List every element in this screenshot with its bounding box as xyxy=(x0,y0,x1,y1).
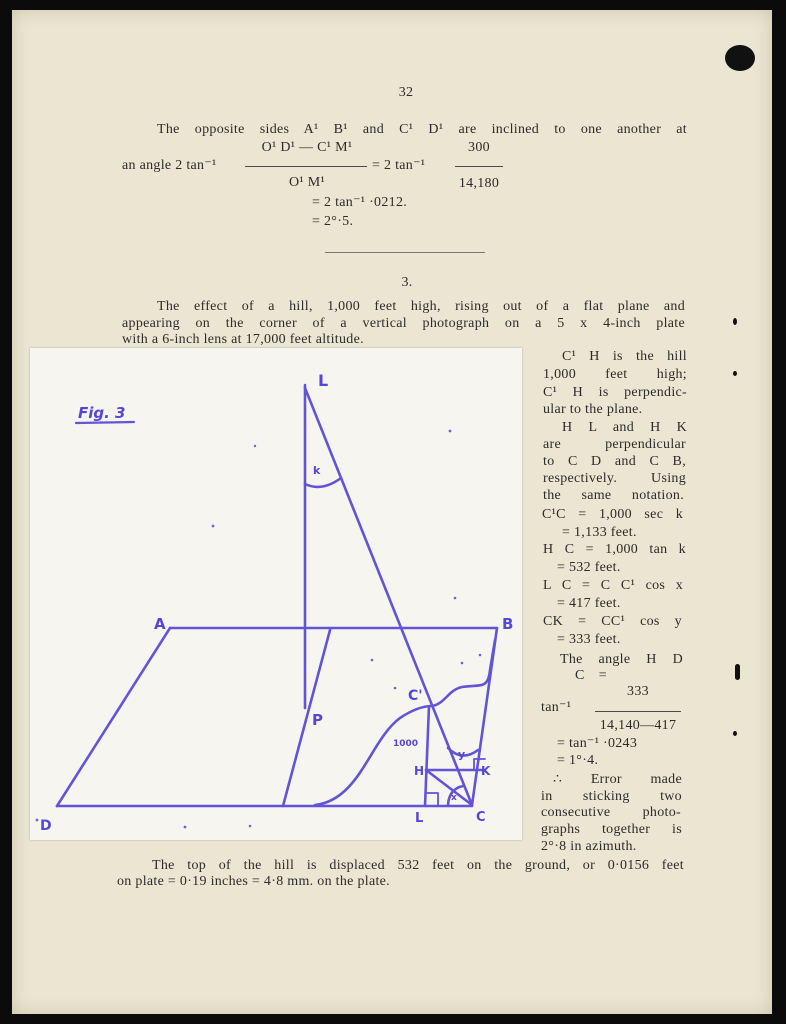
formula-numerator: O¹ D¹ — C¹ M¹ xyxy=(261,140,353,155)
ink-speck xyxy=(733,371,737,376)
side-text-line: C¹ H is perpendic- xyxy=(543,385,687,400)
side-text-line: 1,000 feet high; xyxy=(543,367,687,382)
edge-DA xyxy=(57,628,170,806)
label-A: A xyxy=(154,615,166,633)
side-text-line: ular to the plane. xyxy=(543,402,643,417)
page-number: 32 xyxy=(398,85,414,100)
label-k: k xyxy=(313,464,321,477)
side-fraction-numerator: 333 xyxy=(627,684,649,699)
fraction-bar xyxy=(595,711,681,712)
section-divider xyxy=(325,252,485,253)
side-text-line: = 417 feet. xyxy=(557,596,621,611)
paragraph-line: on plate = 0·19 inches = 4·8 mm. on the plate. xyxy=(117,874,390,889)
side-text-line: C¹ H is the hill xyxy=(562,349,687,364)
side-text-line: C = xyxy=(575,668,607,683)
label-B: B xyxy=(502,615,514,633)
side-text-line: are perpendicular xyxy=(543,437,686,452)
label-L-bottom: L xyxy=(415,811,424,826)
ink-speck xyxy=(733,318,737,325)
side-text-line: = tan⁻¹ ·0243 xyxy=(557,736,638,751)
ink-dot xyxy=(461,662,464,665)
side-text-line: C¹C = 1,000 sec k xyxy=(542,507,683,522)
label-P: P xyxy=(312,711,323,729)
ink-dot xyxy=(394,687,397,690)
label-y: y xyxy=(458,748,466,761)
label-x: x xyxy=(451,793,457,803)
figure-drawing xyxy=(30,348,522,840)
side-text-line: The angle H D xyxy=(560,652,683,667)
formula-numerator: 300 xyxy=(468,140,490,155)
label-C-prime: C' xyxy=(408,688,423,704)
angle-k-arc xyxy=(305,478,341,487)
side-text-line: L C = C C¹ cos x xyxy=(543,578,683,593)
side-text-line: ∴ Error made xyxy=(553,772,682,787)
formula-step: = 2°·5. xyxy=(312,214,354,229)
ink-dot xyxy=(36,819,39,822)
ink-dot xyxy=(184,826,187,829)
side-text-line: the same notation. xyxy=(543,488,684,503)
side-text-line: consecutive photo- xyxy=(541,805,681,820)
formula-lead: an angle 2 tan⁻¹ xyxy=(122,158,217,173)
fraction-bar xyxy=(455,166,503,167)
formula-step: = 2 tan⁻¹ ·0212. xyxy=(312,195,408,210)
label-K: K xyxy=(481,764,491,778)
side-text-line: respectively. Using xyxy=(543,471,686,486)
ink-dot xyxy=(454,597,457,600)
side-text-line: graphs together is xyxy=(541,822,682,837)
formula-denominator: 14,180 xyxy=(458,176,500,191)
ink-dot xyxy=(254,445,256,447)
side-text-line: H L and H K xyxy=(562,420,687,435)
side-text-line: = 1,133 feet. xyxy=(562,525,637,540)
ink-dot xyxy=(249,825,252,828)
right-angle-mark xyxy=(426,793,438,806)
hill-profile xyxy=(315,640,495,805)
side-text-line: CK = CC¹ cos y xyxy=(543,614,682,629)
side-text-line: = 532 feet. xyxy=(557,560,621,575)
side-text-line: = 1°·4. xyxy=(557,753,599,768)
paragraph-line: The opposite sides A¹ B¹ and C¹ D¹ are inclined to one another at xyxy=(157,122,687,137)
paragraph-line: The top of the hill is displaced 532 feet on the ground, or 0·0156 feet xyxy=(152,858,684,873)
formula-denominator: O¹ M¹ xyxy=(289,175,325,190)
paragraph-line: appearing on the corner of a vertical photograph on a 5 x 4-inch plate xyxy=(122,316,685,331)
ink-speck xyxy=(735,664,740,680)
label-H: H xyxy=(414,764,425,778)
label-height: 1000 xyxy=(393,739,419,749)
ink-dot xyxy=(479,654,482,657)
formula-equals: = 2 tan⁻¹ xyxy=(372,158,426,173)
section-heading: 3. xyxy=(401,275,413,290)
fig-title-underline xyxy=(76,422,134,423)
figure-3 xyxy=(30,348,522,840)
label-C: C xyxy=(476,810,486,825)
side-text-line: = 333 feet. xyxy=(557,632,621,647)
ink-dot xyxy=(371,659,374,662)
fraction-bar xyxy=(245,166,367,167)
side-text-line: H C = 1,000 tan k xyxy=(543,542,686,557)
paragraph-line: The effect of a hill, 1,000 feet high, rising out of a flat plane and xyxy=(157,299,685,314)
ink-speck xyxy=(733,731,737,736)
line-C1-L xyxy=(425,706,429,806)
line-L-C xyxy=(305,388,472,805)
side-text-line: 2°·8 in azimuth. xyxy=(541,839,637,854)
label-D: D xyxy=(40,818,52,834)
ink-blot xyxy=(725,45,755,71)
ink-dot xyxy=(449,430,452,433)
paragraph-line: with a 6-inch lens at 17,000 feet altitude. xyxy=(122,332,364,347)
ink-dot xyxy=(212,525,215,528)
side-text-line: in sticking two xyxy=(541,789,682,804)
side-text-line: to C D and C B, xyxy=(543,454,686,469)
figure-title: Fig. 3 xyxy=(78,404,126,422)
side-fraction-lead: tan⁻¹ xyxy=(541,700,572,715)
label-L-top: L xyxy=(318,371,329,390)
side-fraction-denominator: 14,140—417 xyxy=(599,718,677,733)
